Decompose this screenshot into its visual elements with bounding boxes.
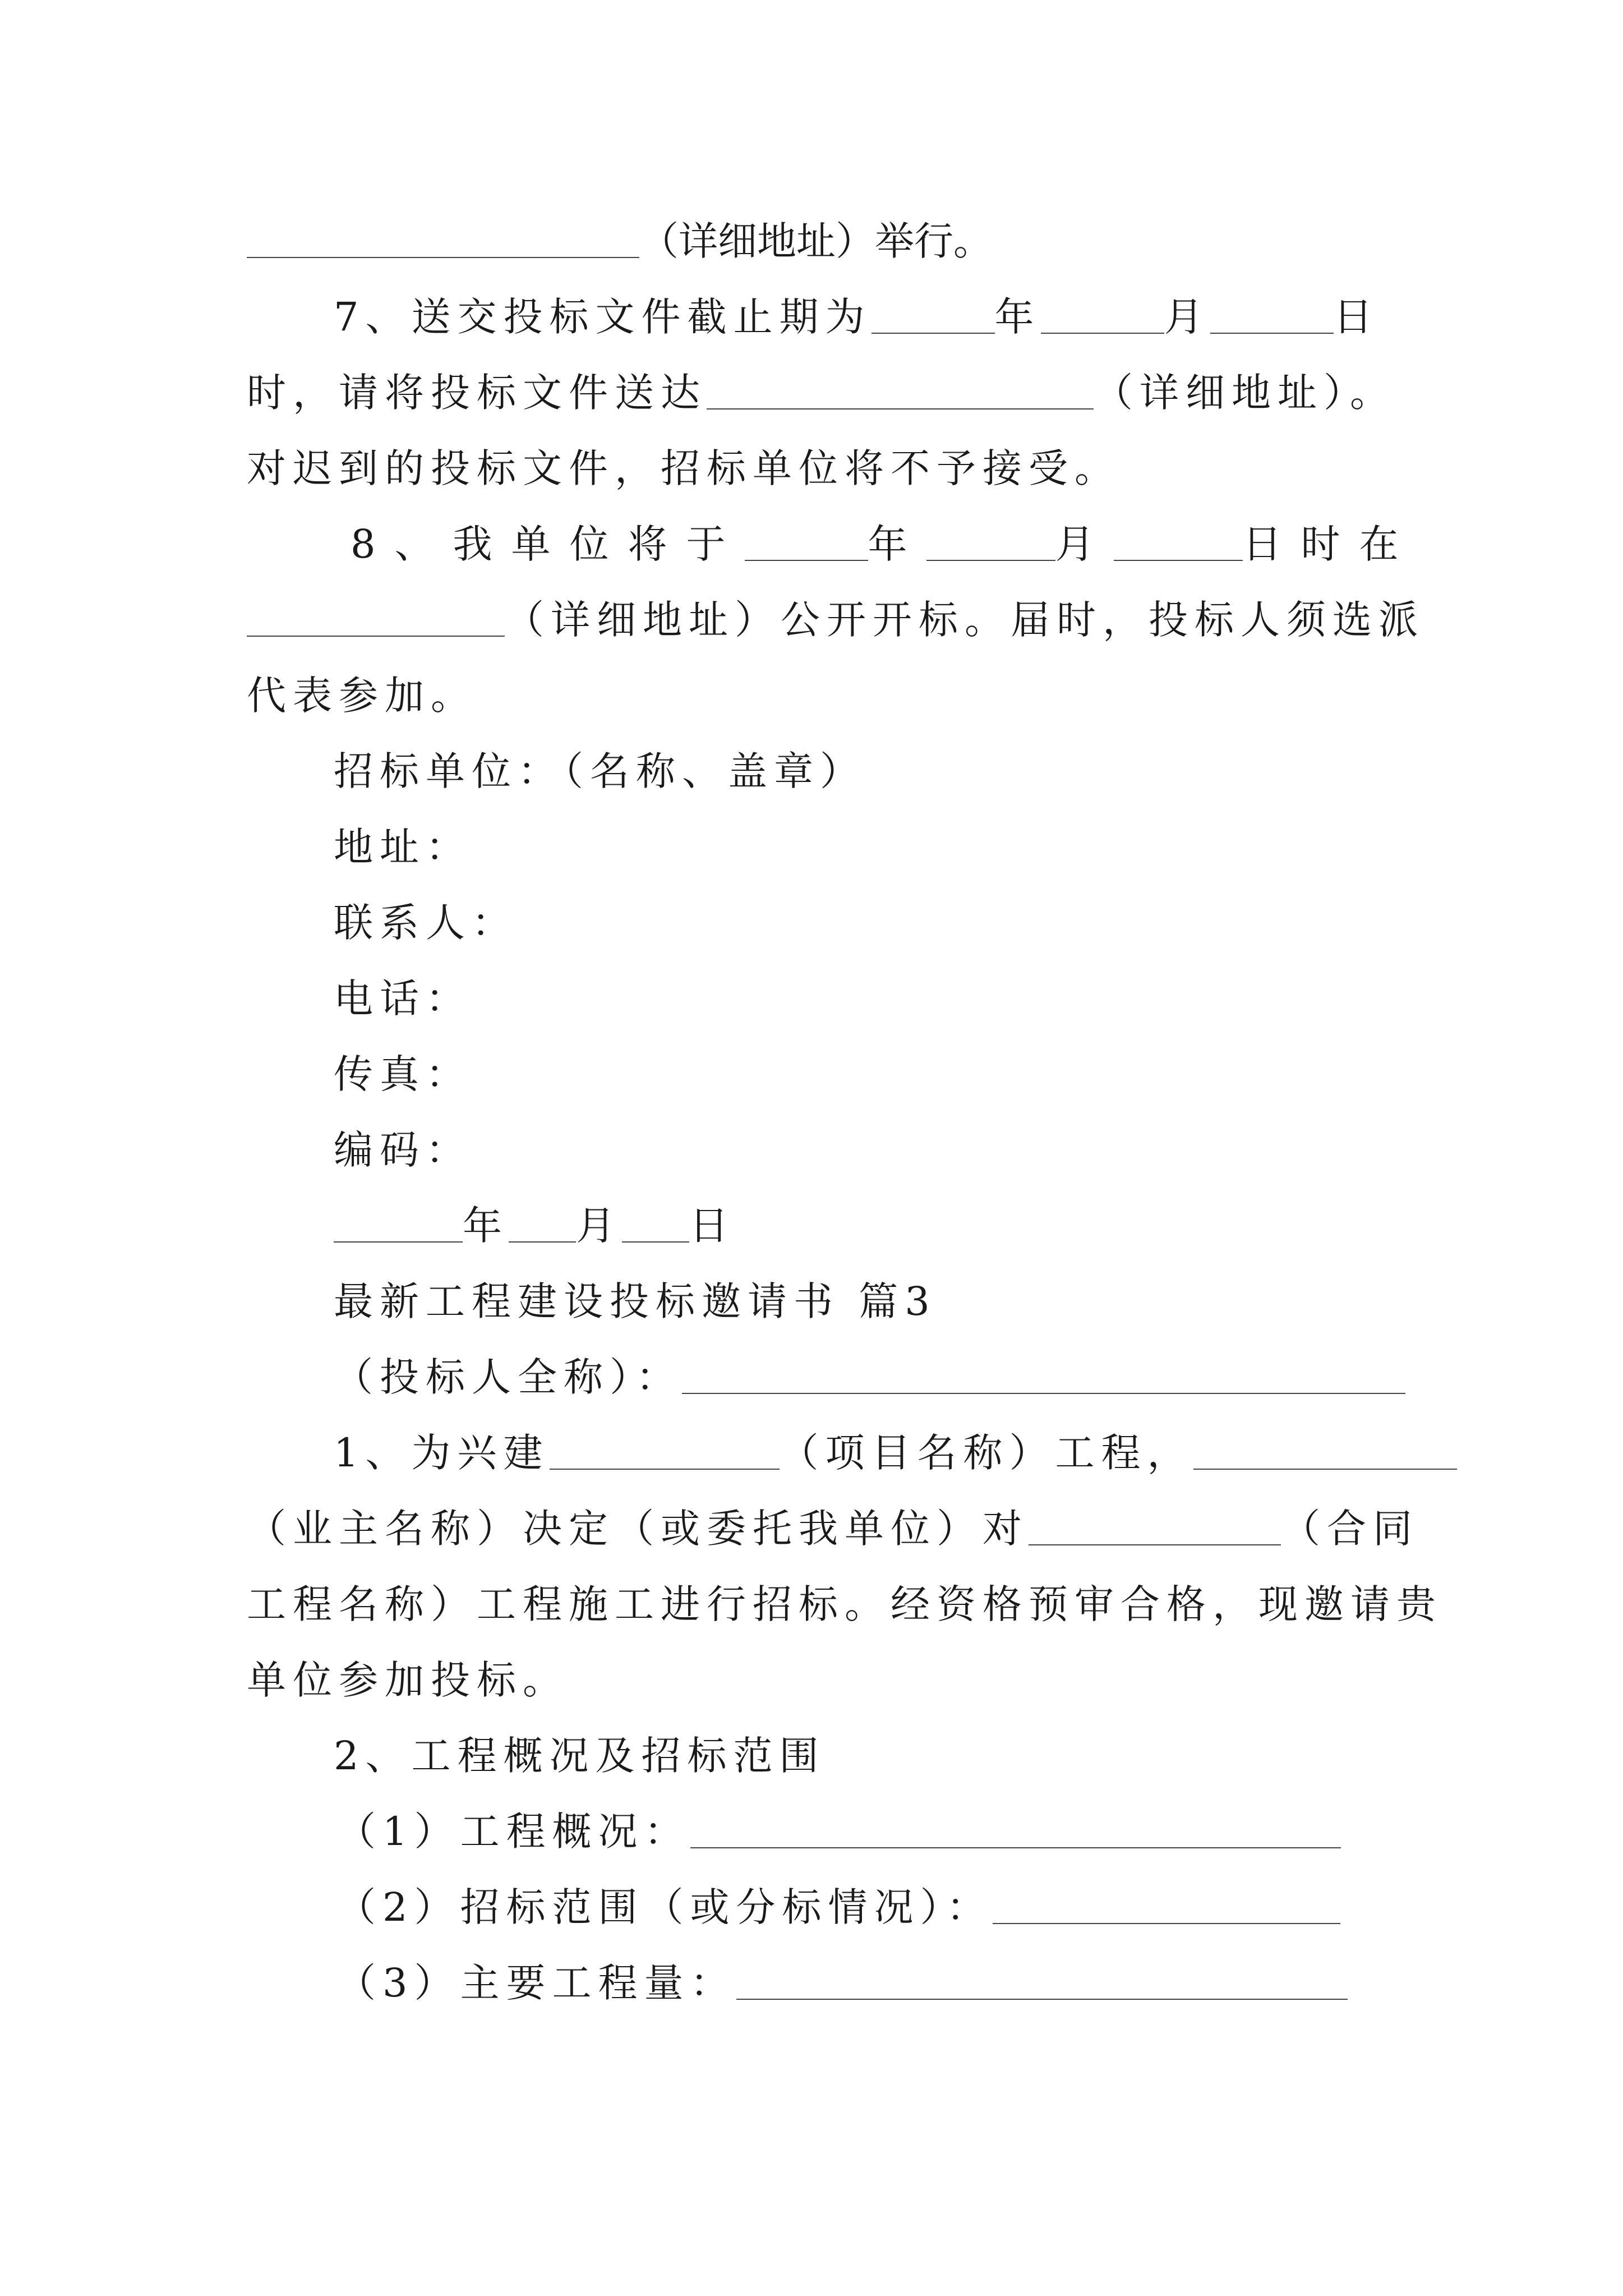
para7-month-blank — [1041, 332, 1164, 334]
date-day-blank — [622, 1241, 689, 1243]
item2-label: （2）招标范围（或分标情况）： — [336, 1884, 993, 1930]
signature-postcode-text: 编码： — [334, 1127, 472, 1173]
p1-line2-b: （合同 — [1281, 1506, 1419, 1552]
p1-line4-text: 单位参加投标。 — [247, 1657, 569, 1703]
para7-line2-prefix: 时，请将投标文件送达 — [247, 370, 707, 416]
signature-unit — [334, 743, 866, 799]
para7-year-blank — [872, 332, 995, 334]
p1-line3-text: 工程名称）工程施工进行招标。经资格预审合格，现邀请贵 — [247, 1581, 1442, 1627]
signature-postcode — [334, 1122, 472, 1178]
p1-line3 — [247, 1576, 1442, 1632]
signature-address — [334, 819, 472, 875]
para7-line1 — [334, 289, 1380, 345]
item2-line — [336, 1879, 1340, 1935]
signature-phone — [334, 970, 472, 1027]
para7-line2 — [247, 365, 1396, 421]
item2-blank — [993, 1922, 1340, 1924]
contract-name-blank — [1029, 1544, 1281, 1545]
para7-line2-suffix: （详细地址）。 — [1094, 370, 1396, 416]
signature-contact — [334, 895, 518, 951]
owner-name-blank — [1193, 1468, 1457, 1470]
para8-day-time-at: 日时在 — [1242, 521, 1418, 567]
item3-line — [336, 1955, 1348, 2011]
date-month: 月 — [576, 1203, 622, 1249]
item1-line — [336, 1803, 1341, 1860]
para8-line2-suffix: （详细地址）公开开标。届时，投标人须选派 — [505, 597, 1424, 643]
signature-date — [334, 1198, 735, 1254]
date-year-blank — [334, 1241, 463, 1243]
para8-day-blank — [1114, 559, 1243, 561]
address-end-line — [247, 213, 993, 269]
para8-line2 — [247, 592, 1424, 648]
section3-heading — [334, 1273, 937, 1329]
project-name-blank — [550, 1468, 780, 1470]
signature-address-text: 地址： — [334, 824, 472, 870]
para8-line3 — [247, 668, 477, 724]
para7-line3-text: 对迟到的投标文件，招标单位将不予接受。 — [247, 445, 1121, 491]
para8-month: 月 — [1055, 521, 1114, 567]
para8-line1 — [351, 516, 1418, 572]
item3-label: （3）主要工程量： — [336, 1960, 736, 2006]
date-day: 日 — [689, 1203, 735, 1249]
para8-month-blank — [926, 559, 1055, 561]
address-end-text: （详细地址）举行。 — [639, 218, 993, 264]
address-blank — [247, 256, 639, 258]
section3-heading-text: 最新工程建设投标邀请书 篇3 — [334, 1278, 937, 1324]
item1-label: （1）工程概况： — [336, 1809, 690, 1855]
signature-fax — [334, 1046, 472, 1102]
para8-year-blank — [745, 559, 868, 561]
para7-line3 — [247, 440, 1121, 496]
para8-label: 8、我单位将于 — [351, 521, 745, 567]
item1-blank — [690, 1847, 1341, 1848]
p2-heading-text: 2、工程概况及招标范围 — [334, 1733, 826, 1779]
p2-heading — [334, 1728, 826, 1784]
p1-a: 1、为兴建 — [334, 1430, 550, 1476]
p1-line2-a: （业主名称）决定（或委托我单位）对 — [247, 1506, 1029, 1552]
para7-year: 年 — [994, 294, 1041, 340]
bidder-line — [334, 1349, 1405, 1405]
p1-line2 — [247, 1501, 1419, 1557]
date-month-blank — [509, 1241, 576, 1243]
para8-year: 年 — [868, 521, 926, 567]
signature-contact-text: 联系人： — [334, 900, 518, 946]
bidder-label: （投标人全称）： — [334, 1354, 682, 1400]
signature-fax-text: 传真： — [334, 1051, 472, 1097]
para7-month: 月 — [1164, 294, 1210, 340]
signature-unit-text: 招标单位：（名称、盖章） — [334, 748, 866, 794]
item3-blank — [736, 1998, 1348, 2000]
para7-day: 日 — [1333, 294, 1380, 340]
p1-line1 — [334, 1425, 1457, 1481]
p1-b: （项目名称）工程， — [779, 1430, 1193, 1476]
para7-label: 7、送交投标文件截止期为 — [334, 294, 872, 340]
p1-line4 — [247, 1652, 569, 1708]
para8-address-blank — [247, 635, 505, 637]
para7-address-blank — [707, 408, 1094, 409]
bidder-blank — [682, 1392, 1405, 1394]
date-year: 年 — [463, 1203, 509, 1249]
signature-phone-text: 电话： — [334, 976, 472, 1022]
para7-day-blank — [1210, 332, 1334, 334]
para8-line3-text: 代表参加。 — [247, 673, 477, 719]
